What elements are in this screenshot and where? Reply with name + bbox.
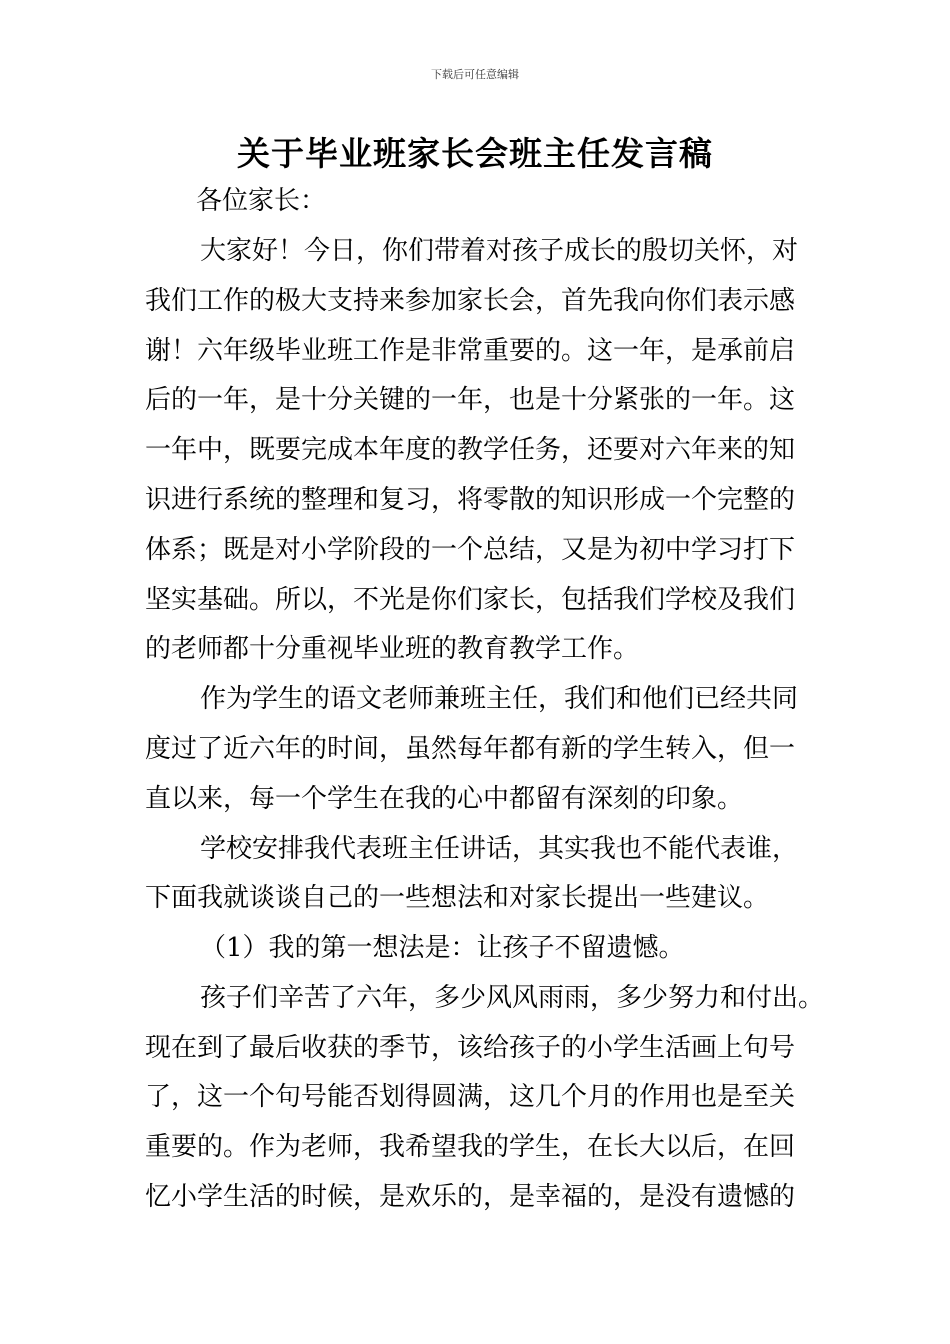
- paragraph-line: 忆小学生活的时候，是欢乐的，是幸福的，是没有遗憾的: [145, 1182, 796, 1212]
- section-heading: （1）我的第一想法是：让孩子不留遗憾。: [200, 933, 685, 963]
- paragraph-line: 谢！六年级毕业班工作是非常重要的。这一年，是承前启: [145, 336, 796, 366]
- header-note: 下载后可任意编辑: [431, 68, 519, 81]
- paragraph-line: 了，这一个句号能否划得圆满，这几个月的作用也是至关: [145, 1082, 796, 1112]
- paragraph-line: 体系；既是对小学阶段的一个总结，又是为初中学习打下: [145, 535, 796, 565]
- paragraph-line: 大家好！今日，你们带着对孩子成长的殷切关怀，对: [200, 236, 799, 266]
- greeting-line: 各位家长：: [196, 186, 327, 216]
- paragraph-line: 度过了近六年的时间，虽然每年都有新的学生转入，但一: [145, 734, 796, 764]
- paragraph-line: 作为学生的语文老师兼班主任，我们和他们已经共同: [200, 684, 799, 714]
- paragraph-line: 直以来，每一个学生在我的心中都留有深刻的印象。: [145, 784, 744, 814]
- paragraph-line: 一年中，既要完成本年度的教学任务，还要对六年来的知: [145, 435, 796, 465]
- paragraph-line: 学校安排我代表班主任讲话，其实我也不能代表谁，: [200, 834, 799, 864]
- document-title: 关于毕业班家长会班主任发言稿: [237, 134, 713, 173]
- paragraph-line: 现在到了最后收获的季节，该给孩子的小学生活画上句号: [145, 1033, 796, 1063]
- paragraph-line: 坚实基础。所以，不光是你们家长，包括我们学校及我们: [145, 585, 796, 615]
- paragraph-line: 下面我就谈谈自己的一些想法和对家长提出一些建议。: [145, 883, 770, 913]
- paragraph-line: 重要的。作为老师，我希望我的学生，在长大以后，在回: [145, 1132, 796, 1162]
- paragraph-line: 后的一年，是十分关键的一年，也是十分紧张的一年。这: [145, 385, 796, 415]
- paragraph-line: 我们工作的极大支持来参加家长会，首先我向你们表示感: [145, 286, 796, 316]
- paragraph-line: 识进行系统的整理和复习，将零散的知识形成一个完整的: [145, 485, 796, 515]
- paragraph-line: 的老师都十分重视毕业班的教育教学工作。: [145, 634, 640, 664]
- paragraph-line: 孩子们辛苦了六年，多少风风雨雨，多少努力和付出。: [200, 983, 825, 1013]
